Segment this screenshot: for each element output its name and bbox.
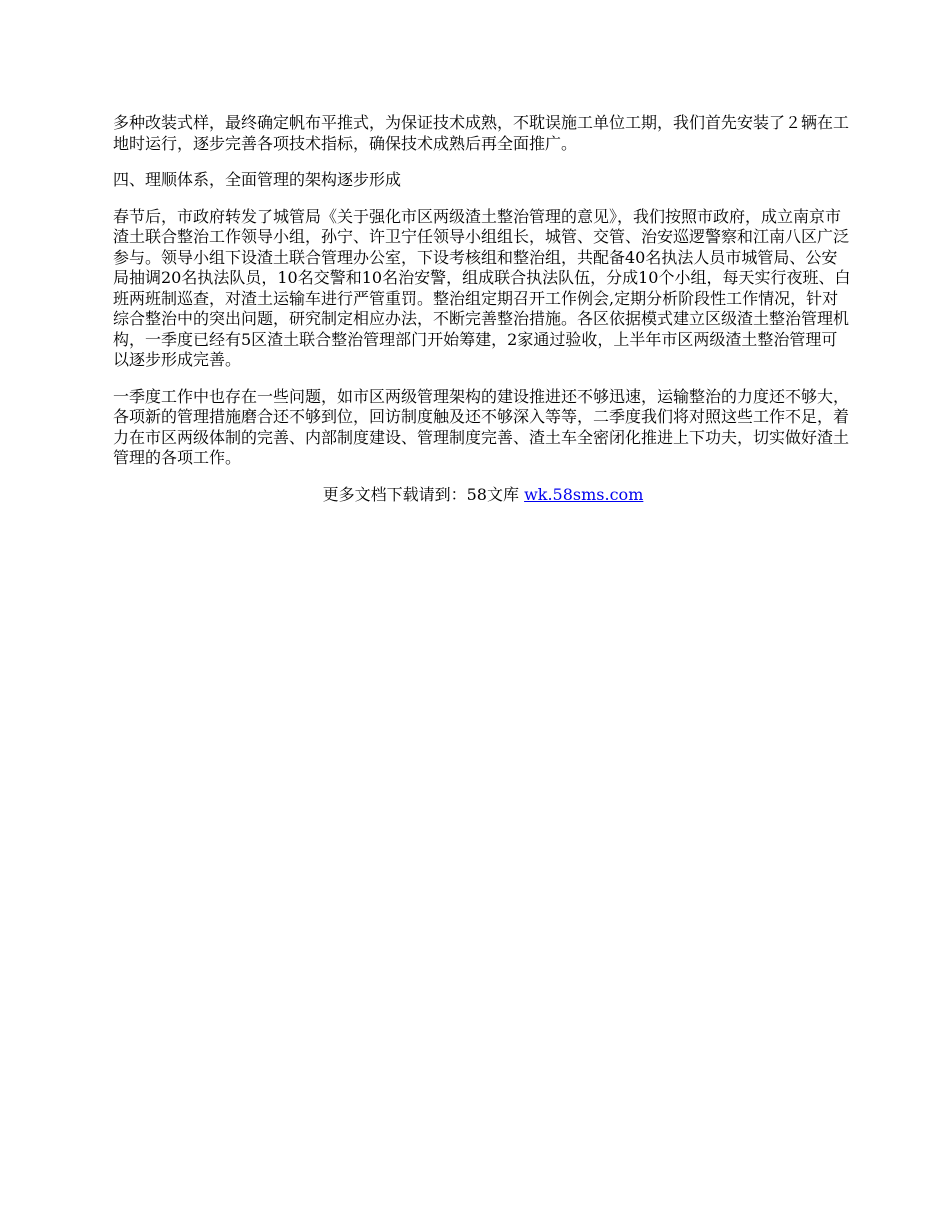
- paragraph-3: 一季度工作中也存在一些问题，如市区两级管理架构的建设推进还不够迅速，运输整治的力度还不够大，各项新的管理措施磨合还不够到位，回访制度触及还不够深入等等，二季度我们将对照这些工作不足，着力在市区两级体制的完善、内部制度建设、管理制度完善、渣土车全密闭化推进上下功夫，切实做好渣土管理的各项工作。: [113, 386, 850, 467]
- document-page: [113, 113, 853, 505]
- footer-note: [113, 485, 853, 506]
- paragraph-1: 多种改装式样，最终确定帆布平推式，为保证技术成熟，不耽误施工单位工期，我们首先安装了２辆在工地时运行，逐步完善各项技术指标，确保技术成熟后再全面推广。: [113, 113, 850, 153]
- section-heading: 四、理顺体系，全面管理的架构逐步形成: [113, 170, 402, 189]
- footer-prefix: 更多文档下载请到：58文库: [322, 484, 525, 504]
- paragraph-2: 春节后，市政府转发了城管局《关于强化市区两级渣土整治管理的意见》，我们按照市政府，成立南京市渣土联合整治工作领导小组，孙宁、许卫宁任领导小组组长，城管、交管、治安巡逻警察和江南八区广泛参与。领导小组下设渣土联合管理办公室，下设考核组和整治组，共配备40名执法人员市城管局、公安局抽调20名执法队员，10名交警和10名治安警，组成联合执法队伍，分成10个小组，每天实行夜班、白班两班制巡查，对渣土运输车进行严管重罚。整治组定期召开工作例会,定期分析阶段性工作情况，针对综合整治中的突出问题，研究制定相应办法，不断完善整治措施。各区依据模式建立区级渣土整治管理机构，一季度已经有5区渣土联合整治管理部门开始筹建，2家通过验收，上半年市区两级渣土整治管理可以逐步形成完善。: [113, 206, 851, 369]
- footer-link[interactable]: wk.58sms.com: [524, 484, 644, 504]
